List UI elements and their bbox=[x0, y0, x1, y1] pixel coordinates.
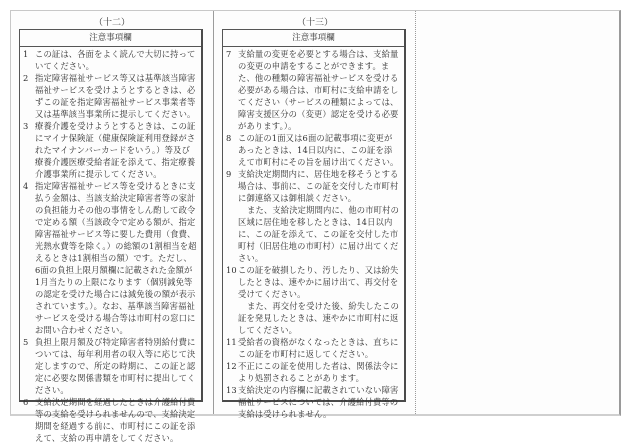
note-item-3: 3 療養介護を受けようとするときは、この証にマイナ保険証（健康保険証利用登録がされたマイナンバーカードをいう。）等及び療養介護医療受給者証を添えて、指定療養介護事業所に提示してください。 bbox=[23, 121, 196, 179]
note-item-10: 10この証を破損したり、汚したり、又は紛失したときは、速やかに届け出て、再交付を受けてください。 bbox=[226, 265, 399, 299]
note-item-8: 8 この証の1面又は6面の記載事項に変更があったときは、14日以内に、この証を添えて市町村にその旨を届け出てください。 bbox=[226, 133, 399, 167]
notes-header: 注意事項欄 bbox=[223, 30, 404, 47]
note-item-1: 1 この証は、各面をよく読んで大切に持っていてください。 bbox=[23, 49, 196, 71]
panel-label-12: （十二） bbox=[93, 18, 130, 28]
note-item-7: 7 支給量の変更を必要とする場合は、支給量の変更の申請をすることができます。また、他の種類の障害福祉サービスを受ける必要がある場合は、市町村に支給申請をしてください（サービスの種類によっては、障害支援区分の（変更）認定を受ける必要があります。）。 bbox=[226, 49, 399, 131]
note-item-9: 9 支給決定期間内に、居住地を移そうとする場合は、事前に、この証を交付した市町村に御連絡又は御相談ください。 bbox=[226, 169, 399, 203]
notes-body bbox=[20, 47, 201, 444]
fold-line bbox=[415, 11, 416, 414]
note-item-2: 2 指定障害福祉サービス等又は基準該当障害福祉サービスを受けようとするときは、必ずこの証を指定障害福祉サービス事業者等又は基準該当事業所に提示してください。 bbox=[23, 73, 196, 119]
note-item-6: 6 支給決定期間を経過したときは介護給付費等の支給を受けられませんので、支給決定期間を経過する前に、市町村にこの証を添えて、支給の再申請をしてください。 bbox=[23, 397, 196, 443]
notes-body bbox=[223, 47, 404, 420]
note-item-10-continued: また、再交付を受けた後、紛失したこの証を発見したときは、速やかに市町村に返してください。 bbox=[238, 301, 400, 335]
notes-header: 注意事項欄 bbox=[20, 30, 201, 47]
notes-box-12 bbox=[19, 29, 203, 443]
panel-label-13: （十三） bbox=[296, 18, 333, 28]
note-item-13: 13支給決定の内容欄に記載されていない障害福祉サービスについては、介護給付費等の支給は受けられません。 bbox=[226, 385, 399, 419]
notes-box-13 bbox=[222, 29, 406, 419]
document-page bbox=[10, 10, 621, 443]
panel-divider bbox=[213, 11, 214, 414]
note-item-12: 12不正にこの証を使用した者は、関係法令により処罰されることがあります。 bbox=[226, 361, 399, 383]
note-item-5: 5 負担上限月額及び特定障害者特別給付費については、毎年利用者の収入等に応じて決定しますので、所定の時期に、この証と認定に必要な関係書類を市町村に提出してください。 bbox=[23, 337, 196, 395]
note-item-9-continued: また、支給決定期間内に、他の市町村の区域に居住地を移したときは、14日以内に、この証を添えて、この証を交付した市町村（旧居住地の市町村）に届け出てください。 bbox=[238, 205, 400, 263]
note-item-11: 11受給者の資格がなくなったときは、直ちにこの証を市町村に返してください。 bbox=[226, 337, 399, 359]
note-item-4: 4 指定障害福祉サービス等を受けるときに支払う金額は、当該支給決定障害者等の家計の負担能力その他の事情をしん酌して政令で定める額（当該政令で定める額が、指定障害福祉サービス等に要した費用（食費、光熱水費等を除く。）の総額の1割相当を超えるときは1割相当の額）です。ただし、6面の負担上限月額欄に記載された金額が1月当たりの上限になります（個別減免等の認定を受けた場合には減免後の額が表示されています。）。なお、基準該当障害福祉サービスを受ける場合等は市町村の窓口にお問い合わせください。 bbox=[23, 181, 197, 335]
